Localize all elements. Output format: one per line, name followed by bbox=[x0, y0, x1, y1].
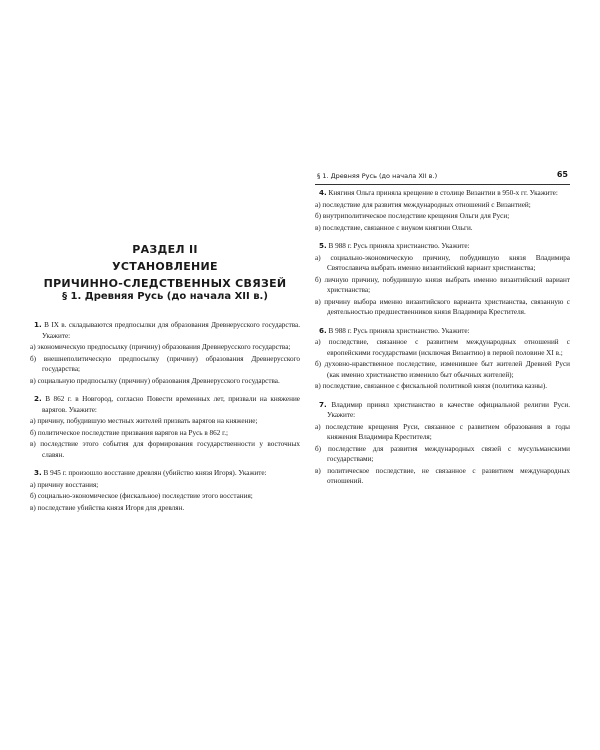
question-number: 7. bbox=[319, 399, 327, 409]
question-item bbox=[30, 468, 300, 513]
answer-option: б) социально-экономическое (фискальное) последствие этого восстания; bbox=[30, 492, 253, 500]
question-item bbox=[315, 400, 570, 487]
question-item bbox=[30, 394, 300, 460]
question-text: В 988 г. Русь приняла христианство. Укажите: bbox=[328, 242, 470, 250]
answer-option: а) последствие, связанное с развитием международных отношений с европейскими государствами (исключая Византию) в первой половине XI в.; bbox=[315, 338, 570, 357]
question-text: В IX в. складываются предпосылки для образования Древнерусского государства. Укажите: bbox=[42, 321, 301, 340]
answer-option: в) социальную предпосылку (причину) образования Древнерусского государства. bbox=[30, 376, 280, 385]
answer-option: а) причину, побудившую местных жителей призвать варягов на княжение; bbox=[30, 417, 258, 425]
question-number: 4. bbox=[319, 188, 327, 197]
question-number: 2. bbox=[34, 394, 42, 403]
question-item bbox=[315, 188, 570, 233]
answer-option: а) последствие для развития международных отношений с Византией; bbox=[315, 200, 531, 209]
question-number: 5. bbox=[319, 241, 327, 250]
paragraph-title: § 1. Древняя Русь (до начала XII в.) bbox=[62, 291, 268, 302]
section-heading bbox=[30, 241, 300, 292]
question-text: В 862 г. в Новгород, согласно Повести временных лет, призвали на княжение варягов. Укажите: bbox=[42, 395, 300, 414]
answer-option: б) политическое последствие призвания варягов на Русь в 862 г.; bbox=[30, 428, 229, 437]
section-title-line1: УСТАНОВЛЕНИЕ bbox=[112, 260, 218, 273]
running-header bbox=[315, 170, 570, 185]
answer-option: в) политическое последствие, не связанное с развитием международных отношений. bbox=[315, 466, 570, 485]
section-label: РАЗДЕЛ II bbox=[132, 243, 198, 256]
question-list bbox=[315, 188, 570, 495]
page-number: 65 bbox=[556, 170, 568, 179]
question-number: 1. bbox=[34, 320, 42, 329]
answer-option: б) духовно-нравственное последствие, изменившее быт жителей Древней Руси (как именно христианство изменило быт обычных жителей); bbox=[315, 360, 570, 379]
question-text: Княгиня Ольга приняла крещение в столице Византии в 950-х гг. Укажите: bbox=[328, 189, 558, 197]
answer-option: а) причину восстания; bbox=[30, 480, 99, 489]
question-item bbox=[30, 320, 300, 386]
answer-option: б) личную причину, побудившую князя выбрать именно византийский вариант христианства; bbox=[315, 275, 570, 294]
answer-option: в) последствие, связанное с фискальной политикой князя (политика казны). bbox=[315, 382, 548, 390]
answer-option: в) последствие убийства князя Игоря для древлян. bbox=[30, 503, 185, 512]
question-text: Владимир принял христианство в качестве официальной религии Руси. Укажите: bbox=[327, 400, 571, 419]
answer-option: а) экономическую предпосылку (причину) образования Древнерусского государства; bbox=[30, 343, 291, 351]
section-title-line2: ПРИЧИННО-СЛЕДСТВЕННЫХ СВЯЗЕЙ bbox=[43, 277, 287, 290]
question-number: 3. bbox=[34, 468, 42, 477]
answer-option: б) внутриполитическое последствие крещения Ольги для Руси; bbox=[315, 212, 510, 220]
answer-option: в) последствие, связанное с внуком княгини Ольги. bbox=[315, 223, 473, 232]
question-text: В 988 г. Русь приняла христианство. Укажите: bbox=[328, 326, 470, 335]
question-text: В 945 г. произошло восстание древлян (убийство князя Игоря). Укажите: bbox=[43, 469, 267, 477]
answer-option: а) последствие крещения Руси, связанное с развитием образования в годы княжения Владимира Крестителя; bbox=[315, 422, 570, 441]
question-item bbox=[315, 241, 570, 318]
question-item bbox=[315, 326, 570, 392]
running-head-title: § 1. Древняя Русь (до начала XII в.) bbox=[317, 172, 438, 180]
answer-option: в) причину выбора именно византийского варианта христианства, связанную с деятельностью предшественников князя Владимира Крестителя. bbox=[315, 297, 570, 316]
answer-option: а) социально-экономическую причину, побудившую князя Владимира Святославича выбрать именно византийский вариант христианства; bbox=[315, 253, 570, 272]
answer-option: б) внешнеполитическую предпосылку (причину) образования Древнерусского государства; bbox=[30, 354, 300, 373]
answer-option: в) последствие этого события для формирования государственности у восточных славян. bbox=[30, 440, 300, 459]
question-number: 6. bbox=[319, 325, 327, 335]
answer-option: б) последствие для развития международных связей с мусульманскими государствами; bbox=[315, 444, 570, 463]
question-list bbox=[30, 320, 300, 521]
